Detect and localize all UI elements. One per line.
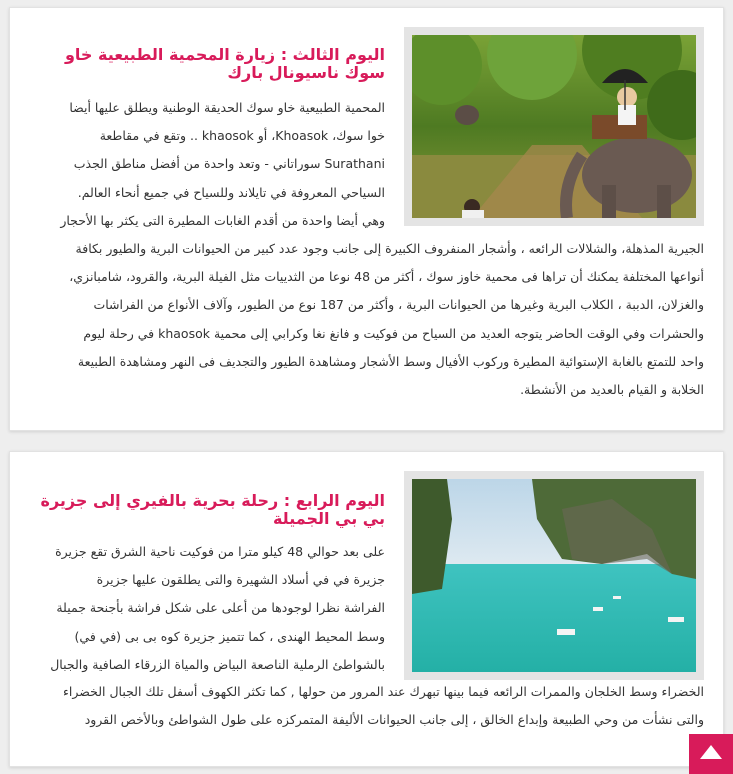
text-line: جزيرة في في أسلاد الشهيرة والتى يطلقون عليها جزيرة bbox=[96, 572, 385, 588]
article-body-side bbox=[30, 94, 385, 235]
text-line: وهي أيضا واحدة من أقدم الغابات المطيرة التى يكثر بها الأحجار bbox=[60, 212, 385, 228]
bay-boats-photo bbox=[412, 479, 696, 672]
text-line: Surathani سوراتاني - وتعد واحدة من أفضل مناطق الجذب bbox=[73, 156, 385, 172]
text-line: على بعد حوالي 48 كيلو مترا من فوكيت ناحية الشرق تقع جزيرة bbox=[55, 544, 385, 559]
text-line: الجيرية المذهلة، والشلالات الرائعه ، وأشجار المنفروف الكبيرة إلى جانب وجود عدد كبير من الحيوانات البرية والطيور بكافة bbox=[75, 241, 704, 256]
text-line: والغزلان، الدببة ، الكلاب البرية وغيرها من الحيوانات البرية ، وأكثر من 187 نوع من الطيور، وآلاف الأنواع من الفراشات bbox=[93, 297, 704, 313]
article-body-full bbox=[30, 678, 704, 734]
article-image-frame bbox=[404, 471, 704, 680]
elephant-trek-photo bbox=[412, 35, 696, 218]
article-title[interactable]: اليوم الرابع : رحلة بحرية بالفيري إلى جزيرة بي بي الجميلة bbox=[40, 491, 385, 528]
text-line: بالشواطئ الرملية الناصعة البياض والمياة الزرقاء الصافية والجبال bbox=[50, 656, 385, 672]
text-line: أنواعها المختلفة يمكنك أن تراها فى محمية خاوز سوك ، أكثر من 48 نوعا من الثدييات مثل الفيلة البرية، والقرود، شامبانزي، bbox=[69, 269, 704, 285]
article-body-full bbox=[30, 235, 704, 404]
text-line: الفراشة نظرا لوجودها من أعلى على شكل فراشة بأجنحة جميلة bbox=[56, 600, 385, 616]
article-title[interactable]: اليوم الثالث : زيارة المحمية الطبيعية خاو سوك ناسيونال بارك bbox=[64, 45, 385, 82]
article-image-frame bbox=[404, 27, 704, 226]
article-card-day-3 bbox=[9, 7, 724, 431]
article-card-day-4 bbox=[9, 451, 724, 767]
text-line: السياحي المعروفة في تايلاند وللسياح في جميع أنحاء العالم. bbox=[77, 184, 385, 200]
back-to-top-button[interactable] bbox=[689, 734, 733, 774]
text-line: والحشرات وفي الوقت الحاضر يتوجه العديد من السياح من فوكيت و فانغ نغا وكرابي إلى محمية khaosok في رحلة ليوم bbox=[83, 325, 704, 341]
text-line: واحد للتمتع بالغابة الإستوائية المطيرة وركوب الأفيال وسط الأشجار ومشاهدة الطيور والتجديف فى النهر ومشاهدة الطبيعة bbox=[77, 353, 704, 369]
text-line: والتى نشأت من وحي الطبيعة وإبداع الخالق ، إلى جانب الحيوانات الأليفة المتمركزه على طول الشواطئ وبالأخص القرود bbox=[84, 712, 704, 728]
text-line: خوا سوك، Khoasok، أو khaosok .. وتقع في مقاطعة bbox=[99, 128, 385, 144]
text-line: المحمية الطبيعية خاو سوك الحديقة الوطنية ويطلق عليها أيضا bbox=[69, 100, 385, 115]
triangle-up-icon bbox=[699, 744, 723, 764]
text-line: الخلابة و القيام بالعديد من الأنشطة. bbox=[520, 381, 704, 397]
text-line: الخضراء وسط الخلجان والممرات الرائعه فيما بينها تبهرك عند المرور من حولها , كما تكثر الكهوف أسفل تلك الجبال الخضراء bbox=[63, 684, 704, 699]
text-line: وسط المحيط الهندى ، كما تتميز جزيرة كوه بى بى (في في) bbox=[74, 628, 385, 644]
article-body-side bbox=[30, 538, 385, 679]
